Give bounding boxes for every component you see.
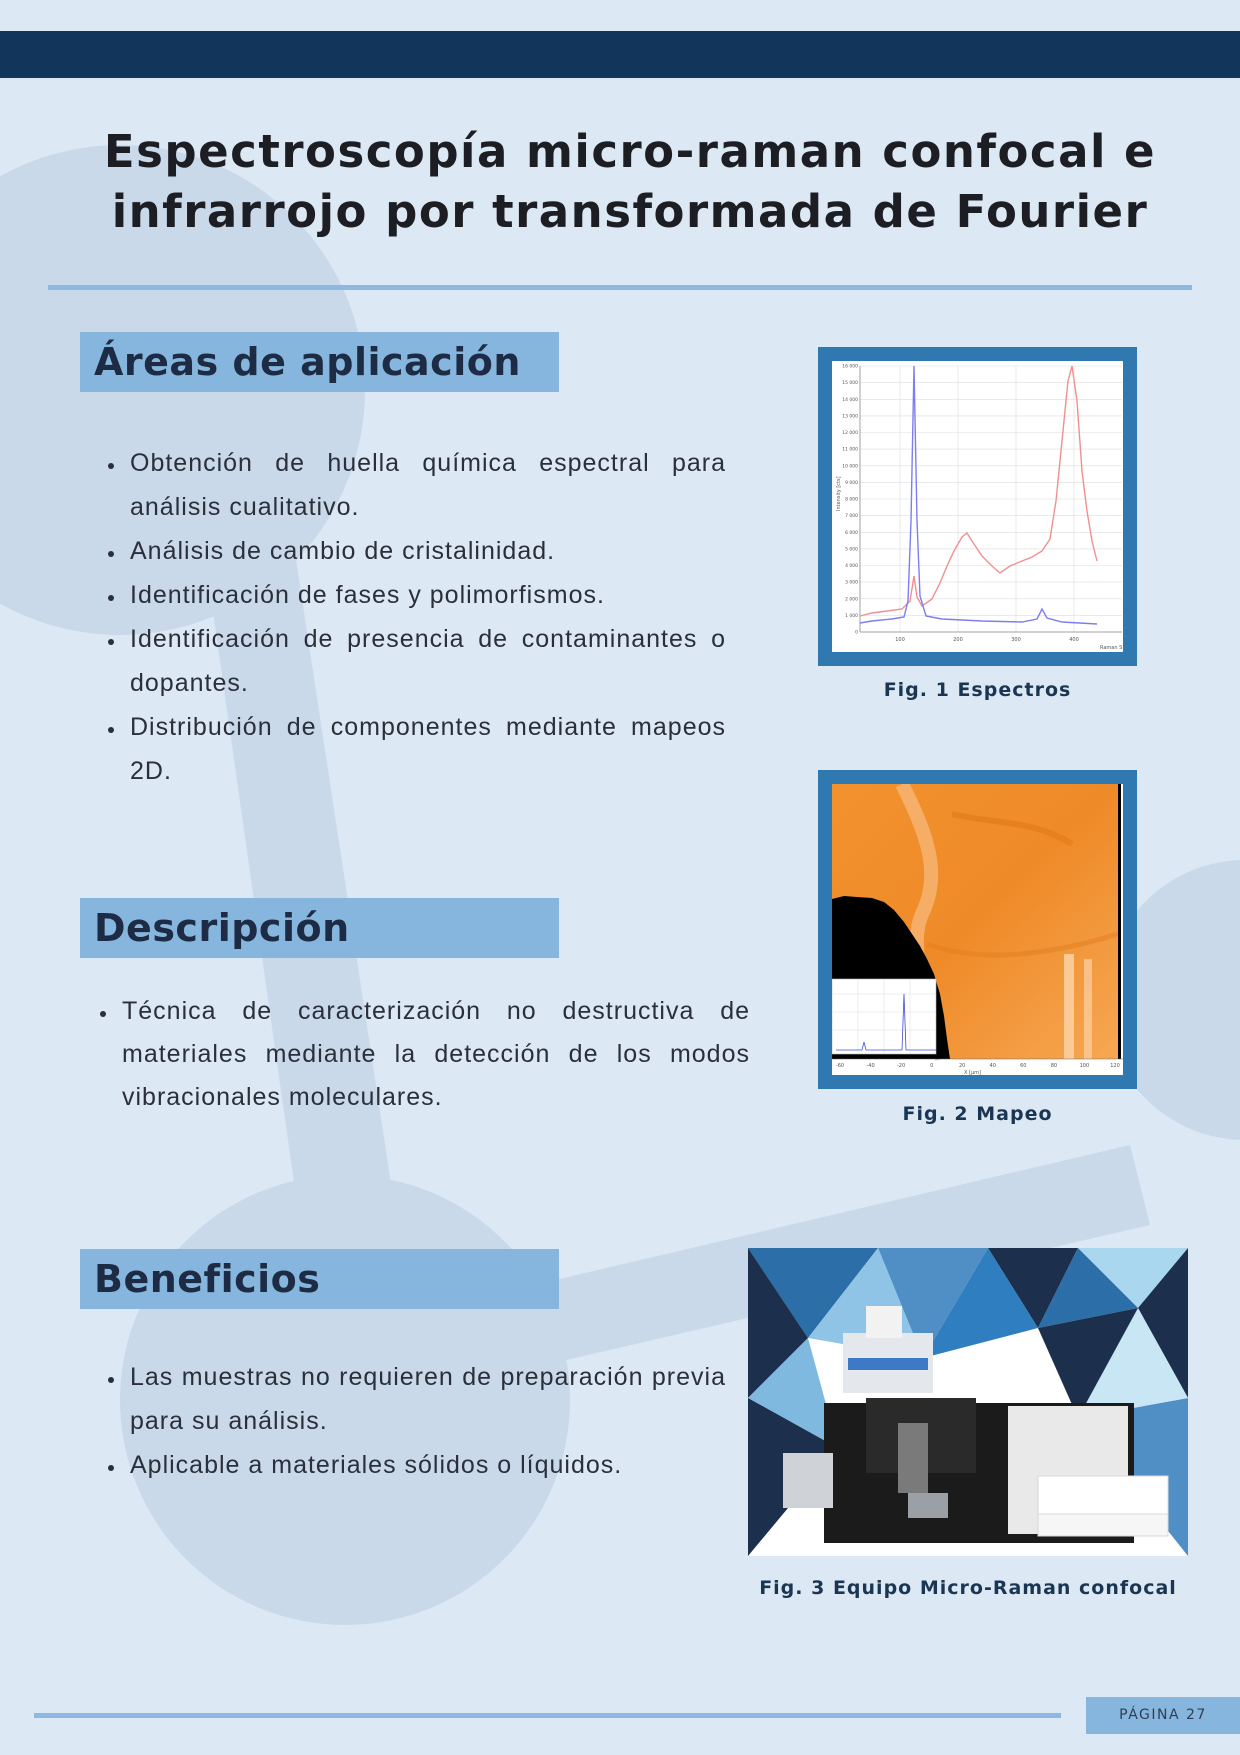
- map-xtick-label: 20: [959, 1063, 966, 1069]
- spectra-xtick-label: 200: [953, 637, 963, 643]
- list-item: • Aplicable a materiales sólidos o líquidos.: [126, 1443, 726, 1487]
- spectra-ytick-label: 7 000: [845, 514, 858, 520]
- spectra-ytick-label: 0: [855, 630, 858, 636]
- title-divider: [48, 285, 1192, 290]
- figure-1-caption: Fig. 1 Espectros: [883, 679, 1072, 701]
- spectra-ytick-label: 12 000: [842, 431, 858, 436]
- figure-map-frame: [818, 770, 1137, 1089]
- spectra-ytick-label: 11 000: [842, 447, 858, 453]
- list-item: • Distribución de componentes mediante mapeos 2D.: [126, 705, 726, 793]
- page-title-line-1: Espectroscopía micro-raman confocal e: [103, 125, 1157, 178]
- spectra-ytick-label: 1 000: [845, 613, 858, 619]
- spectra-xtick-label: 400: [1069, 637, 1079, 643]
- beneficios-bullet-list: [100, 1355, 726, 1487]
- map-xtick-label: -20: [897, 1063, 906, 1069]
- map-xtick-label: 60: [1020, 1063, 1027, 1069]
- spectra-ytick-label: 14 000: [842, 397, 858, 403]
- spectra-ytick-label: 16 000: [842, 364, 858, 370]
- map-xtick-label: 100: [1079, 1063, 1090, 1069]
- spectra-ytick-label: 3 000: [845, 580, 858, 586]
- list-item: • Identificación de presencia de contaminantes o dopantes.: [126, 617, 726, 705]
- list-item: • Técnica de caracterización no destructiva de materiales mediante la detección de los modos vibracionales moleculares.: [118, 990, 750, 1119]
- spectra-ytick-label: 9 000: [845, 480, 858, 486]
- list-item: • Análisis de cambio de cristalinidad.: [126, 529, 726, 573]
- spectra-ytick-label: 6 000: [845, 530, 858, 536]
- page-title: [60, 122, 1200, 242]
- spectra-xtick-label: 100: [895, 637, 905, 643]
- map-xtick-label: 0: [930, 1063, 934, 1069]
- page-title-line-2: infrarrojo por transformada de Fourier: [111, 185, 1149, 238]
- spectra-ytick-label: 8 000: [845, 497, 858, 503]
- spectra-ytick-label: 4 000: [845, 564, 858, 569]
- section-heading-descripcion: Descripción: [80, 898, 559, 958]
- spectra-ytick-label: 15 000: [842, 381, 858, 387]
- spectra-ytick-label: 5 000: [845, 547, 858, 553]
- list-item: • Identificación de fases y polimorfismos.: [126, 573, 726, 617]
- list-item: • Obtención de huella química espectral para análisis cualitativo.: [126, 441, 726, 529]
- list-item: • Las muestras no requieren de preparación previa para su análisis.: [126, 1355, 726, 1443]
- areas-bullet-list: [100, 441, 726, 793]
- section-heading-beneficios: Beneficios: [80, 1249, 559, 1309]
- map-xtick-label: -40: [866, 1063, 875, 1069]
- figure-spectra-frame: [818, 347, 1137, 666]
- descripcion-bullet-list: [92, 990, 750, 1119]
- map-xtick-label: -60: [835, 1063, 845, 1069]
- figure-2-caption: Fig. 2 Mapeo: [902, 1103, 1053, 1125]
- map-xtick-label: 120: [1110, 1063, 1120, 1069]
- top-header-bar: [0, 31, 1240, 78]
- spectra-ytick-label: 2 000: [845, 597, 858, 603]
- spectra-xtick-label: 300: [1011, 637, 1021, 643]
- spectra-ylabel: Intensity [cts]: [836, 476, 842, 511]
- spectra-chart-image: [832, 361, 1123, 652]
- footer-divider: [34, 1713, 1061, 1718]
- spectra-xlabel: Raman S: [1100, 645, 1123, 651]
- spectra-ytick-label: 10 000: [842, 464, 858, 470]
- figure-3-caption: Fig. 3 Equipo Micro-Raman confocal: [759, 1577, 1177, 1599]
- spectra-ytick-label: 13 000: [842, 414, 858, 420]
- micro-raman-equipment-photo: [748, 1248, 1188, 1556]
- page-number-badge: PÁGINA 27: [1086, 1697, 1240, 1734]
- raman-map-image: [832, 784, 1123, 1075]
- map-xtick-label: 80: [1050, 1063, 1058, 1069]
- map-xlabel: X [µm]: [964, 1070, 981, 1075]
- section-heading-areas: Áreas de aplicación: [80, 332, 559, 392]
- map-xtick-label: 40: [989, 1063, 996, 1069]
